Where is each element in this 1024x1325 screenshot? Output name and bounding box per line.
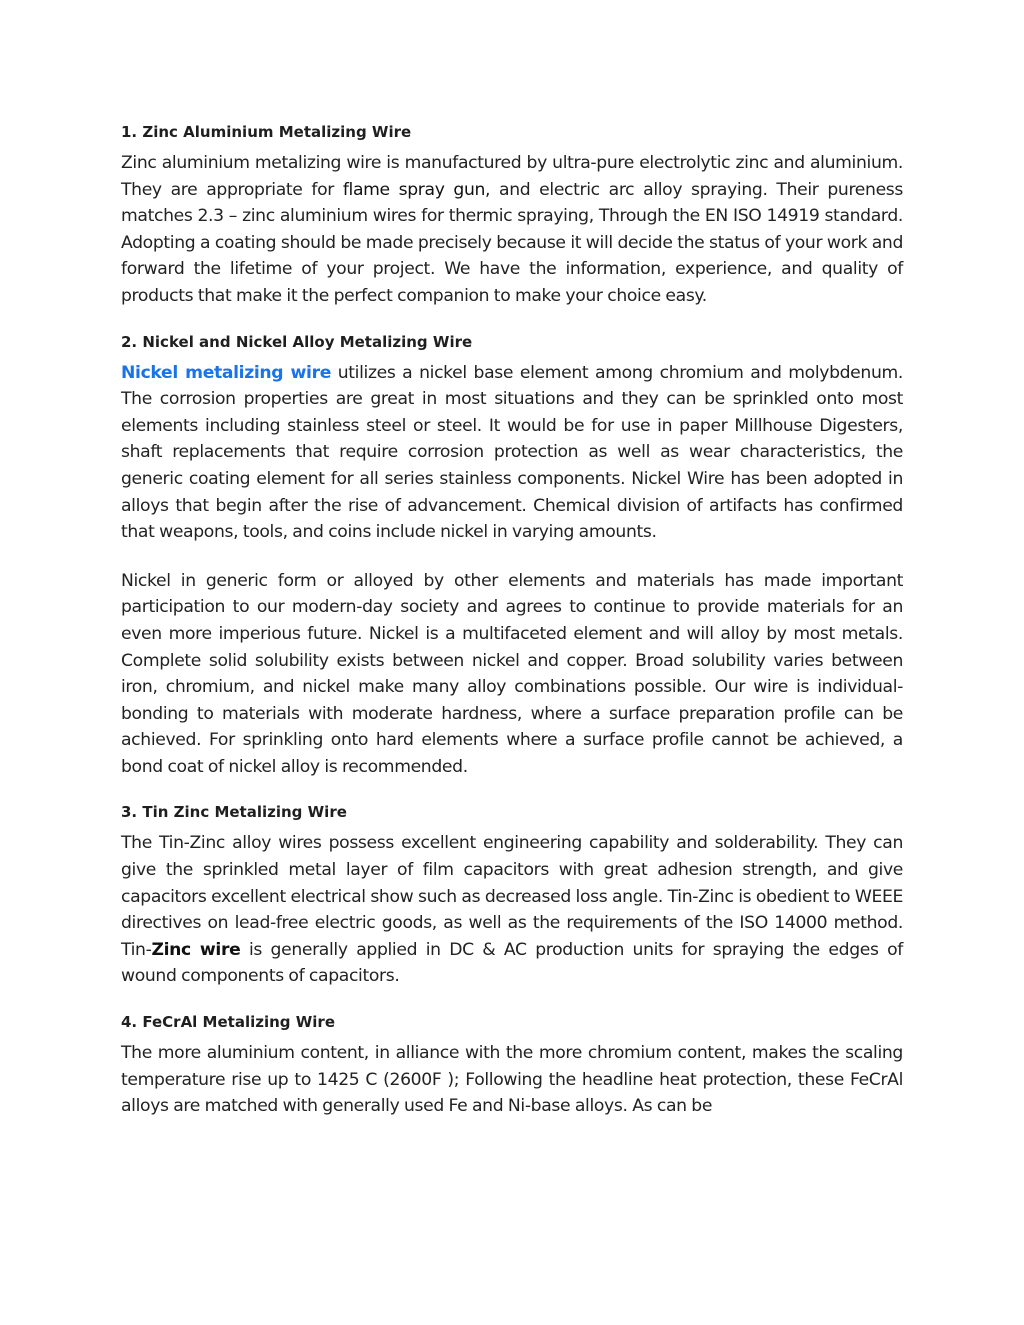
- zinc-wire-bold: Zinc wire: [151, 939, 241, 960]
- paragraph-nickel-1: [121, 360, 903, 546]
- section-heading-zinc-aluminium: 1. Zinc Aluminium Metalizing Wire: [121, 123, 412, 141]
- paragraph-text: The more aluminium content, in alliance with the more chromium content, makes the scaling temperature rise up to 1425 C (2600F ); Following the headline heat protection, these FeCrAl alloys are matched with generally used Fe and Ni-base alloys. As can be: [121, 1043, 903, 1117]
- section-heading-nickel: 2. Nickel and Nickel Alloy Metalizing Wire: [121, 332, 473, 351]
- paragraph-text: is generally applied in DC & AC production units for spraying the edges of wound components of capacitors.: [121, 939, 903, 987]
- document-page: [121, 122, 903, 1120]
- paragraph-tin-zinc: [121, 830, 903, 990]
- paragraph-zinc-aluminium: [121, 150, 903, 310]
- nickel-metalizing-wire-link[interactable]: Nickel metalizing wire: [121, 362, 331, 383]
- paragraph-text: The Tin-Zinc alloy wires possess excellent engineering capability and solderability. They can give the sprinkled metal layer of film capacitors with great adhesion strength, and give capacitors excellent electrical show such as decreased loss angle. Tin-Zinc is obedient to WEEE directives on lead-free electric goods, as well as the requirements of the ISO 14000 method. Tin-: [121, 833, 903, 960]
- flame-spray-gun-link[interactable]: flame spray gun: [342, 179, 486, 200]
- paragraph-text: , and electric arc alloy spraying. Their pureness matches 2.3 – zinc aluminium wires for thermic spraying, Through the EN ISO 14919 standard. Adopting a coating should be made precisely because it will decide the status of your work and forward the lifetime of your project. We have the information, experience, and quality of products that make it the perfect companion to make your choice easy.: [121, 179, 903, 306]
- paragraph-nickel-2: Nickel in generic form or alloyed by other elements and materials has made important participation to our modern-day society and agrees to continue to provide materials for an even more imperious future. Nickel is a multifaceted element and will alloy by most metals. Complete solid solubility exists between nickel and copper. Broad solubility varies between iron, chromium, and nickel make many alloy combinations possible. Our wire is individual-bonding to materials with moderate hardness, where a surface preparation profile can be achieved. For sprinkling onto hard elements where a surface profile cannot be achieved, a bond coat of nickel alloy is recommended.: [121, 570, 903, 777]
- paragraph-text: Zinc aluminium metalizing wire is manufactured by ultra-pure electrolytic zinc and aluminium. They are appropriate for: [121, 153, 903, 200]
- section-heading-fecral: 4. FeCrAl Metalizing Wire: [121, 1013, 335, 1032]
- paragraph-text: utilizes a nickel base element among chromium and molybdenum. The corrosion properties are great in most situations and they can be sprinkled onto most elements including stainless steel or steel. It would be for use in paper Millhouse Digesters, shaft replacements that require corrosion protection as well as wear characteristics, the generic coating element for all series stainless components. Nickel Wire has been adopted in alloys that begin after the rise of advancement. Chemical division of artifacts has confirmed that weapons, tools, and coins include nickel in varying amounts.: [121, 362, 903, 543]
- section-heading-tin-zinc: 3. Tin Zinc Metalizing Wire: [121, 803, 347, 822]
- paragraph-fecral: [121, 1040, 903, 1120]
